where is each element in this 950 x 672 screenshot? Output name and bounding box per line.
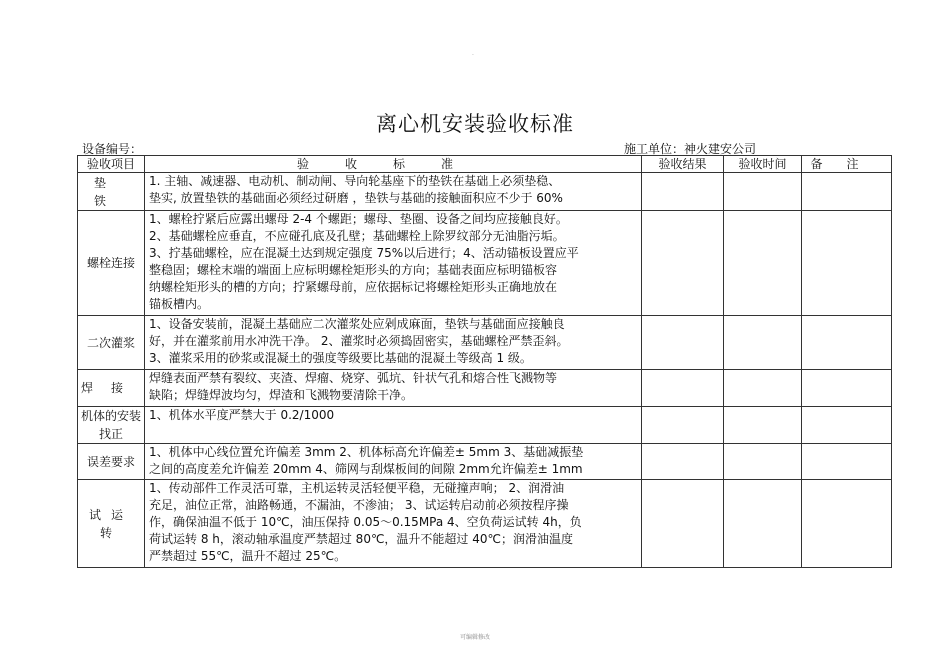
row-result-cell[interactable] <box>642 407 724 444</box>
header-result: 验收结果 <box>642 156 724 173</box>
row-time-cell[interactable] <box>724 211 802 316</box>
row-item-welding: 焊接 <box>78 370 145 407</box>
equipment-number-label: 设备编号： <box>82 142 143 156</box>
table-row <box>78 370 892 407</box>
row-standard-grouting: 1、设备安装前，混凝土基础应二次灌浆处应剁成麻面，垫铁与基础面应接触良 好，并在灌浆前用水冲洗干净。 2、灌浆时必须捣固密实，基础螺栓严禁歪斜。 3、灌浆采用的砂浆或混凝土的强度等级要比基础的混凝土等级高 1 级。 <box>145 316 642 370</box>
row-result-cell[interactable] <box>642 370 724 407</box>
header-note: 备注 <box>802 156 892 173</box>
row-standard-welding: 焊缝表面严禁有裂纹、夹渣、焊瘤、烧穿、弧坑、针状气孔和熔合性飞溅物等 缺陷；焊缝焊波均匀，焊渣和飞溅物要清除干净。 <box>145 370 642 407</box>
row-time-cell[interactable] <box>724 444 802 480</box>
row-result-cell[interactable] <box>642 480 724 568</box>
row-item-trial-run: 试运转 <box>78 480 145 568</box>
table-row <box>78 480 892 568</box>
row-standard-tolerance: 1、机体中心线位置允许偏差 3mm 2、机体标高允许偏差± 5mm 3、基础减振垫 之间的高度差允许偏差 20mm 4、筛网与刮煤板间的间隙 2mm允许偏差± 1mm <box>145 444 642 480</box>
header-time: 验收时间 <box>724 156 802 173</box>
page-top-mark: . <box>472 50 474 57</box>
table-row <box>78 316 892 370</box>
row-result-cell[interactable] <box>642 173 724 211</box>
contractor-label: 施工单位：神火建安公司 <box>624 142 757 156</box>
acceptance-standard-table <box>77 155 892 568</box>
row-time-cell[interactable] <box>724 173 802 211</box>
row-time-cell[interactable] <box>724 370 802 407</box>
table-header-row <box>78 156 892 173</box>
table-row <box>78 444 892 480</box>
row-item-alignment: 机体的安装找正 <box>78 407 145 444</box>
page-footer: 可编辑修改 <box>459 634 490 641</box>
row-time-cell[interactable] <box>724 480 802 568</box>
table-row <box>78 211 892 316</box>
header-standard: 验收标准 <box>145 156 642 173</box>
row-standard-alignment: 1、机体水平度严禁大于 0.2/1000 <box>145 407 642 444</box>
row-item-grouting: 二次灌浆 <box>78 316 145 370</box>
row-note-cell[interactable] <box>802 370 892 407</box>
row-note-cell[interactable] <box>802 173 892 211</box>
row-standard-shim: 1. 主轴、减速器、电动机、制动闸、导向轮基座下的垫铁在基础上必须垫稳、 垫实, 放置垫铁的基础面必须经过研磨 ，垫铁与基础的接触面积应不少于 60% <box>145 173 642 211</box>
row-result-cell[interactable] <box>642 316 724 370</box>
row-item-tolerance: 误差要求 <box>78 444 145 480</box>
row-note-cell[interactable] <box>802 211 892 316</box>
row-result-cell[interactable] <box>642 444 724 480</box>
table-row <box>78 407 892 444</box>
row-result-cell[interactable] <box>642 211 724 316</box>
row-note-cell[interactable] <box>802 444 892 480</box>
row-item-bolt: 螺栓连接 <box>78 211 145 316</box>
document-title: 离心机安装验收标准 <box>376 112 574 136</box>
row-time-cell[interactable] <box>724 316 802 370</box>
row-time-cell[interactable] <box>724 407 802 444</box>
row-note-cell[interactable] <box>802 407 892 444</box>
row-item-shim: 垫铁 <box>78 173 145 211</box>
row-standard-bolt: 1、螺栓拧紧后应露出螺母 2-4 个螺距；螺母、垫圈、设备之间均应接触良好。 2、基础螺栓应垂直，不应碰孔底及孔壁；基础螺栓上除罗纹部分无油脂污垢。 3、拧基础螺栓，应在混凝土达到规定强度 75%以后进行；4、活动锚板设置应平 整稳固；螺栓末端的端面上应标明螺栓矩形头的方向；基础表面应标明锚板容 纳螺栓矩形头的槽的方向；拧紧螺母前，应依据标记将螺栓矩形头正确地放在 锚板槽内。 <box>145 211 642 316</box>
table-row <box>78 173 892 211</box>
row-note-cell[interactable] <box>802 316 892 370</box>
header-item: 验收项目 <box>78 156 145 173</box>
row-note-cell[interactable] <box>802 480 892 568</box>
row-standard-trial-run: 1、传动部件工作灵活可靠，主机运转灵活轻便平稳，无碰撞声响； 2、润滑油 充足，油位正常，油路畅通，不漏油，不渗油； 3、试运转启动前必须按程序操 作，确保油温不低于 10℃，油压保持 0.05～0.15MPa 4、空负荷运试转 4h，负 荷试运转 8 h，滚动轴承温度严禁超过 80℃，温升不能超过 40℃；润滑油温度 严禁超过 55℃，温升不超过 25℃。 <box>145 480 642 568</box>
